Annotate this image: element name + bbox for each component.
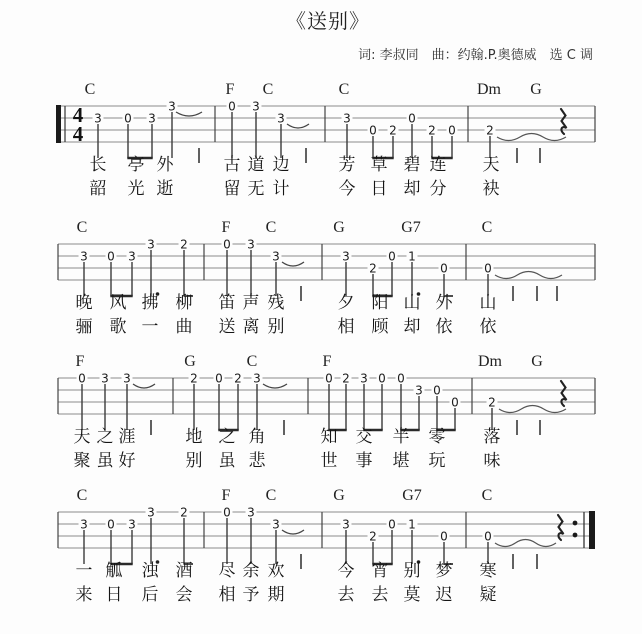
- lyric-syllable: 逝: [156, 179, 174, 199]
- tab-note: [450, 396, 461, 431]
- tab-note: [341, 250, 352, 297]
- chord-symbol: C: [481, 219, 493, 236]
- lyric-syllable: 歌: [109, 317, 127, 337]
- tab-note: [485, 124, 496, 159]
- chord-symbol: C: [338, 81, 350, 98]
- tie: [176, 112, 202, 116]
- tab-note: [123, 112, 134, 159]
- tab-note: [439, 262, 454, 297]
- tab-note: [252, 372, 263, 431]
- lyric-syllable: 后: [141, 585, 159, 605]
- lyric-syllable: 今: [337, 561, 355, 581]
- tab-note: [407, 112, 418, 159]
- lyric-syllable: 别: [403, 561, 421, 581]
- lyric-syllable: 去: [371, 585, 389, 605]
- fret-number: 3: [277, 111, 285, 126]
- fret-number: 0: [107, 249, 115, 264]
- lyric-syllable: 骊: [75, 317, 93, 337]
- tab-note: [146, 238, 160, 297]
- song-title: 《送别》: [286, 11, 370, 33]
- lyric-syllable: 迟: [435, 585, 453, 605]
- fret-number: 0: [448, 123, 456, 138]
- lyric-syllable: 半: [392, 427, 410, 447]
- tab-note: [147, 112, 158, 159]
- tab-note: [447, 124, 458, 159]
- fret-number: 3: [360, 371, 368, 386]
- chord-symbol: F: [221, 219, 231, 236]
- tab-note: [100, 372, 111, 431]
- score-systems: [56, 81, 595, 605]
- fret-number: 3: [128, 249, 136, 264]
- chord-symbol: G: [531, 353, 543, 370]
- tab-note: [341, 518, 352, 565]
- hold-wave: [497, 134, 566, 141]
- tab-note: [179, 238, 194, 297]
- tab-note: [341, 372, 352, 431]
- lyric-syllable: 玩: [428, 451, 446, 471]
- lyric-syllable: 碧: [403, 155, 421, 175]
- lyric-syllable: 边: [272, 155, 290, 175]
- lyric-syllable: 酒: [175, 561, 193, 581]
- lyric-syllable: 疑: [479, 585, 497, 605]
- lyrics-row-1: [74, 427, 501, 447]
- hold-wave: [495, 272, 562, 279]
- chord-symbol: C: [265, 219, 277, 236]
- fret-number: 0: [440, 529, 448, 544]
- lyric-syllable: 天: [482, 155, 500, 175]
- tab-note: [368, 530, 379, 565]
- chord-symbol: C: [262, 81, 274, 98]
- lyric-syllable: 留: [223, 179, 241, 199]
- lyrics-row-2: [90, 179, 500, 199]
- fret-number: 3: [342, 517, 350, 532]
- lyric-syllable: 依: [435, 317, 453, 337]
- lyric-syllable: 寒: [479, 561, 497, 581]
- fret-number: 0: [107, 517, 115, 532]
- fret-number: 0: [440, 261, 448, 276]
- fret-number: 2: [342, 371, 350, 386]
- fret-number: 0: [484, 261, 492, 276]
- lyric-syllable: 无: [247, 179, 265, 199]
- lyric-syllable: 袂: [482, 179, 500, 199]
- fret-number: 0: [433, 383, 441, 398]
- fret-number: 3: [80, 249, 88, 264]
- fret-number: 3: [247, 237, 255, 252]
- lyric-syllable: 夕: [337, 293, 355, 313]
- chord-symbol: G: [333, 487, 345, 504]
- lyric-syllable: 外: [435, 293, 453, 313]
- lyric-syllable: 柳: [175, 293, 193, 313]
- system-3: [58, 353, 595, 471]
- lyric-syllable: 曲: [175, 317, 193, 337]
- fret-number: 3: [272, 517, 280, 532]
- chord-symbol: F: [221, 487, 231, 504]
- lyric-syllable: 事: [355, 451, 373, 471]
- chord-symbol: G7: [402, 487, 422, 504]
- lyric-syllable: 晚: [75, 293, 93, 313]
- lyric-syllable: 悲: [248, 451, 266, 471]
- lyric-syllable: 期: [267, 585, 285, 605]
- lyric-syllable: 之: [96, 427, 114, 447]
- lyric-syllable: 相: [337, 317, 355, 337]
- lyric-syllable: 拂: [141, 293, 159, 313]
- lyric-syllable: 天: [73, 427, 91, 447]
- lyric-syllable: 欢: [267, 561, 285, 581]
- chord-symbol: F: [75, 353, 85, 370]
- fret-number: 0: [378, 371, 386, 386]
- lyric-syllable: 草: [370, 155, 388, 175]
- tab-note: [387, 518, 398, 565]
- lyrics-row-1: [76, 293, 497, 313]
- repeat-dot: [573, 533, 578, 538]
- lyric-syllable: 聚: [73, 451, 91, 471]
- fret-number: 0: [228, 99, 236, 114]
- system-1: [56, 81, 595, 199]
- lyric-syllable: 交: [355, 427, 373, 447]
- chord-symbol: C: [76, 219, 88, 236]
- lyric-syllable: 韶: [89, 179, 107, 199]
- repeat-dot: [573, 521, 578, 526]
- lyric-syllable: 山: [403, 293, 421, 313]
- lyric-syllable: 分: [429, 179, 447, 199]
- lyric-syllable: 今: [338, 179, 356, 199]
- lyric-syllable: 连: [429, 155, 447, 175]
- tab-note: [368, 262, 379, 297]
- fret-number: 2: [389, 123, 397, 138]
- lyric-syllable: 相: [218, 585, 236, 605]
- lyric-syllable: 涯: [118, 427, 136, 447]
- lyric-syllable: 芳: [338, 155, 356, 175]
- fret-number: 0: [388, 249, 396, 264]
- tab-note: [483, 530, 494, 565]
- lyric-syllable: 别: [267, 317, 285, 337]
- lyrics-row-2: [74, 451, 501, 471]
- fret-number: 1: [408, 249, 416, 264]
- fret-number: 2: [369, 529, 377, 544]
- tab-note: [79, 250, 90, 297]
- lyric-syllable: 知: [320, 427, 338, 447]
- tie: [282, 530, 304, 534]
- lyric-syllable: 虽: [96, 451, 114, 471]
- lyric-syllable: 送: [218, 317, 236, 337]
- chord-symbol: F: [322, 353, 332, 370]
- fret-number: 2: [369, 261, 377, 276]
- song-credits: 词: 李叔同 曲：约翰.P.奥德威 选 C 调: [358, 48, 593, 63]
- lyric-syllable: 山: [479, 293, 497, 313]
- chord-symbol: G: [333, 219, 345, 236]
- system-2: [58, 219, 595, 337]
- tab-note: [246, 506, 257, 565]
- fret-number: 0: [397, 371, 405, 386]
- tab-note: [271, 250, 282, 297]
- hold-wave: [499, 406, 566, 413]
- tab-note: [93, 112, 104, 159]
- tie: [263, 384, 287, 388]
- lyric-syllable: 余: [242, 561, 260, 581]
- lyric-syllable: 觚: [105, 561, 123, 581]
- chord-symbol: G: [184, 353, 196, 370]
- time-signature-top: 4: [72, 103, 84, 127]
- chord-symbol: C: [246, 353, 258, 370]
- tab-note: [414, 384, 425, 431]
- lyric-syllable: 却: [403, 179, 421, 199]
- lyric-syllable: 离: [242, 317, 260, 337]
- lyric-syllable: 计: [272, 179, 290, 199]
- fret-number: 2: [486, 123, 494, 138]
- chord-symbol: F: [225, 81, 235, 98]
- tab-note: [359, 372, 370, 431]
- lyric-syllable: 日: [105, 585, 123, 605]
- lyric-syllable: 光: [127, 179, 145, 199]
- tab-note: [324, 372, 335, 431]
- fret-number: 3: [247, 505, 255, 520]
- tab-note: [427, 124, 438, 159]
- tab-note: [106, 518, 117, 565]
- lyric-syllable: 残: [267, 293, 285, 313]
- tab-note: [388, 124, 399, 159]
- tab-note: [222, 506, 233, 565]
- fret-number: 3: [123, 371, 131, 386]
- tab-note: [251, 100, 262, 159]
- lyric-syllable: 堪: [392, 451, 410, 471]
- fret-number: 0: [484, 529, 492, 544]
- lyric-syllable: 一: [75, 561, 93, 581]
- lyric-syllable: 虽: [218, 451, 236, 471]
- lyric-syllable: 好: [118, 451, 136, 471]
- fret-number: 0: [215, 371, 223, 386]
- fret-number: 3: [252, 99, 260, 114]
- lyric-syllable: 角: [248, 427, 266, 447]
- tab-note: [79, 518, 90, 565]
- fret-number: 0: [388, 517, 396, 532]
- tab-note: [106, 250, 117, 297]
- tab-note: [396, 372, 407, 431]
- fret-number: 0: [325, 371, 333, 386]
- lyric-syllable: 零: [428, 427, 446, 447]
- fret-number: 0: [223, 505, 231, 520]
- tab-note: [368, 124, 379, 159]
- tab-note: [227, 100, 238, 159]
- lyric-syllable: 阳: [371, 293, 389, 313]
- lyric-syllable: 顾: [371, 317, 389, 337]
- lyric-syllable: 予: [242, 585, 260, 605]
- lyric-syllable: 别: [185, 451, 203, 471]
- lyric-syllable: 梦: [435, 561, 453, 581]
- lyric-syllable: 来: [75, 585, 93, 605]
- tab-note: [122, 372, 133, 431]
- tab-note: [214, 372, 225, 431]
- lyric-syllable: 世: [320, 451, 338, 471]
- tie: [133, 384, 155, 388]
- fret-number: 2: [180, 237, 188, 252]
- tab-note: [342, 112, 353, 159]
- lyric-syllable: 一: [141, 317, 159, 337]
- chord-symbol: Dm: [478, 353, 502, 370]
- lyric-syllable: 落: [483, 427, 501, 447]
- lyric-syllable: 古: [223, 155, 241, 175]
- fret-number: 3: [101, 371, 109, 386]
- tab-note: [146, 506, 160, 565]
- lyrics-row-2: [76, 317, 497, 337]
- fret-number: 2: [488, 395, 496, 410]
- tab-note: [271, 518, 282, 565]
- fret-number: 0: [369, 123, 377, 138]
- fret-number: 3: [148, 111, 156, 126]
- fret-number: 3: [253, 371, 261, 386]
- start-double-barline: [56, 105, 61, 143]
- fret-number: 3: [147, 237, 155, 252]
- lyric-syllable: 依: [479, 317, 497, 337]
- fret-number: 0: [223, 237, 231, 252]
- tab-note: [432, 384, 443, 431]
- chord-symbol: C: [265, 487, 277, 504]
- lyric-syllable: 会: [175, 585, 193, 605]
- fret-number: 3: [343, 111, 351, 126]
- fret-number: 2: [428, 123, 436, 138]
- chord-symbol: G7: [401, 219, 421, 236]
- time-signature-bottom: 4: [72, 122, 84, 146]
- end-thick-barline: [589, 511, 595, 549]
- lyric-syllable: 浊: [141, 561, 159, 581]
- tab-note: [127, 518, 138, 565]
- lyric-syllable: 去: [337, 585, 355, 605]
- tab-note: [167, 100, 178, 159]
- tab-note: [276, 112, 287, 159]
- fret-number: 3: [80, 517, 88, 532]
- tab-note: [483, 262, 494, 297]
- tab-note: [127, 250, 138, 297]
- fret-number: 2: [190, 371, 198, 386]
- chord-symbol: C: [481, 487, 493, 504]
- fret-number: 3: [128, 517, 136, 532]
- fret-number: 0: [78, 371, 86, 386]
- chord-symbol: G: [530, 81, 542, 98]
- chord-symbol: C: [84, 81, 96, 98]
- fret-number: 3: [94, 111, 102, 126]
- fret-number: 2: [180, 505, 188, 520]
- lyric-syllable: 之: [218, 427, 236, 447]
- lyric-syllable: 日: [370, 179, 388, 199]
- tab-note: [77, 372, 88, 431]
- lyric-syllable: 声: [242, 293, 260, 313]
- tab-note: [487, 396, 498, 431]
- fret-number: 3: [147, 505, 155, 520]
- lyric-syllable: 笛: [218, 293, 236, 313]
- tab-note: [439, 530, 454, 565]
- fret-number: 0: [451, 395, 459, 410]
- chord-symbol: Dm: [477, 81, 501, 98]
- lyric-syllable: 地: [185, 427, 203, 447]
- fret-number: 0: [408, 111, 416, 126]
- chord-symbol: C: [76, 487, 88, 504]
- hold-wave: [495, 540, 556, 547]
- tie: [287, 124, 309, 128]
- tie: [282, 262, 304, 266]
- lyrics-row-2: [76, 584, 497, 605]
- lyric-syllable: 却: [403, 317, 421, 337]
- fret-number: 3: [342, 249, 350, 264]
- lyric-syllable: 莫: [403, 585, 421, 605]
- system-4: [58, 487, 595, 605]
- lyric-syllable: 外: [156, 155, 174, 175]
- lyric-syllable: 长: [89, 155, 107, 175]
- fret-number: 3: [272, 249, 280, 264]
- lyric-syllable: 宵: [371, 561, 389, 581]
- tab-note: [222, 238, 233, 297]
- fret-number: 1: [408, 517, 416, 532]
- tab-note: [233, 372, 244, 431]
- lyric-syllable: 亭: [127, 155, 145, 175]
- lyric-syllable: 味: [483, 451, 501, 471]
- lyric-syllable: 尽: [218, 561, 236, 581]
- fret-number: 0: [124, 111, 132, 126]
- tab-note: [387, 250, 398, 297]
- tab-note: [179, 506, 194, 565]
- tab-note: [246, 238, 257, 297]
- lyric-syllable: 道: [247, 155, 265, 175]
- fret-number: 3: [415, 383, 423, 398]
- tab-note: [189, 372, 200, 431]
- fret-number: 2: [234, 371, 242, 386]
- tab-note: [377, 372, 388, 431]
- lyric-syllable: 风: [109, 293, 127, 313]
- fret-number: 3: [168, 99, 176, 114]
- lyrics-row-1: [76, 561, 497, 581]
